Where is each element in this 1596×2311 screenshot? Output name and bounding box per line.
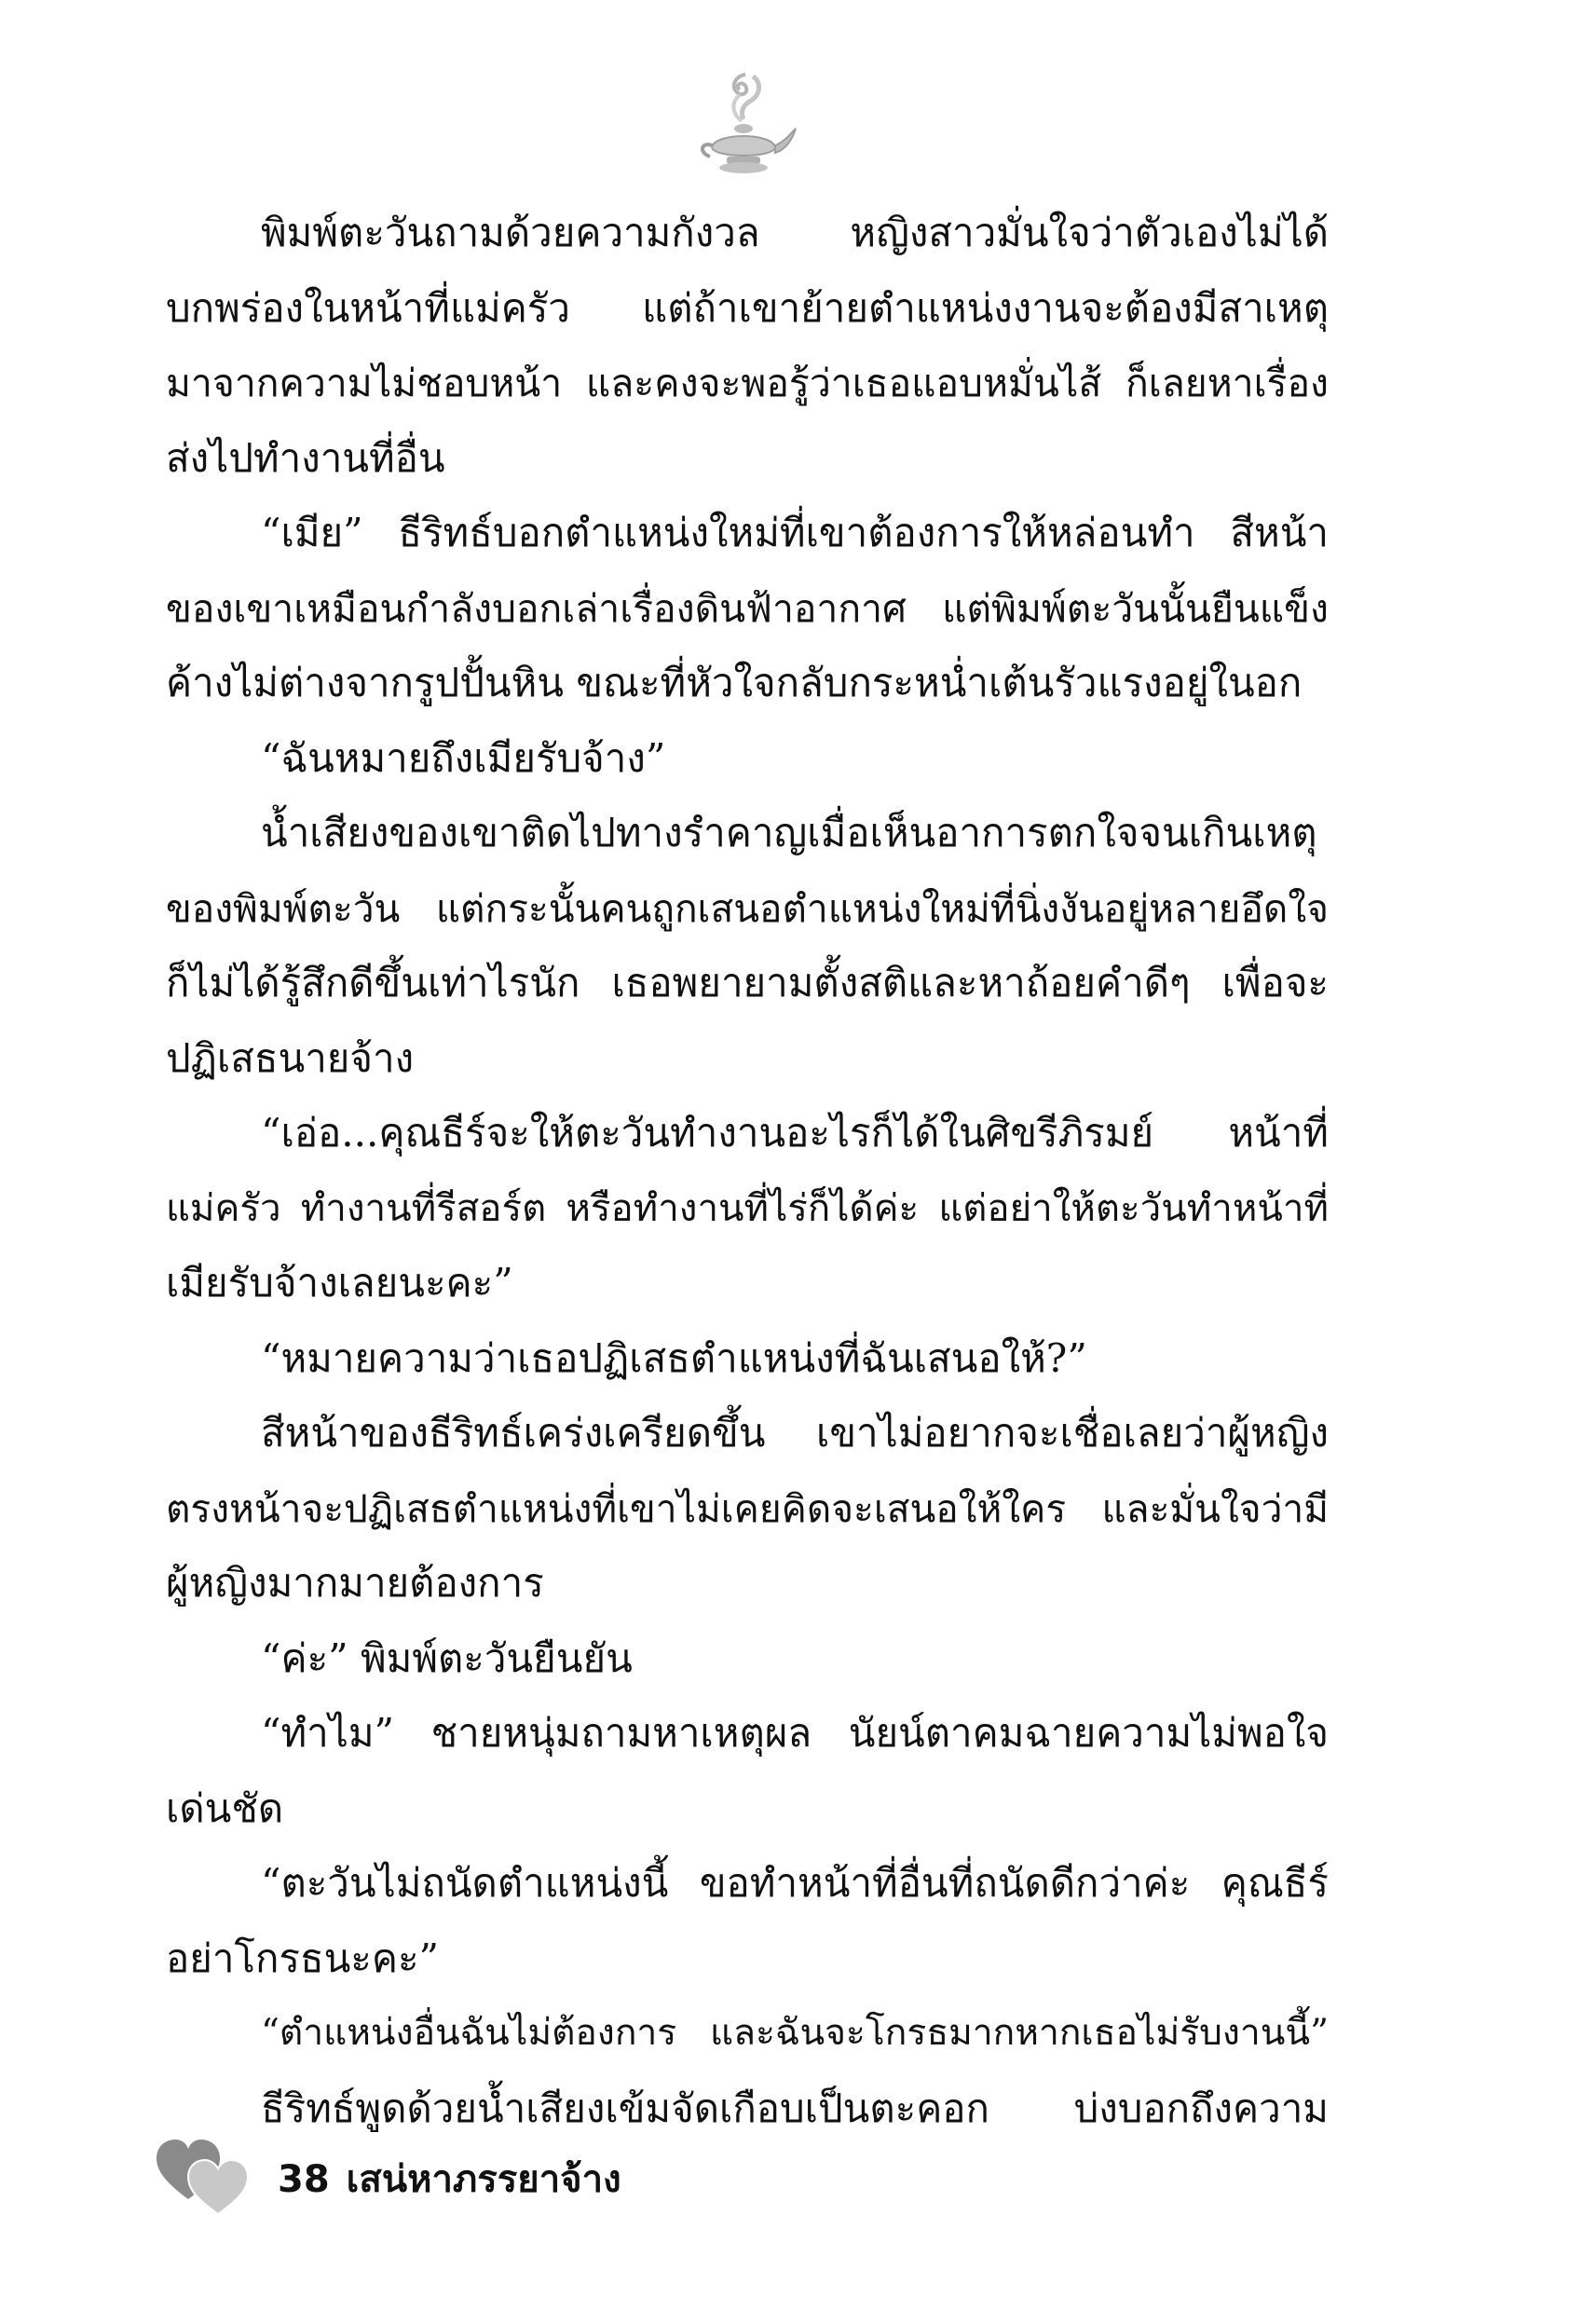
text-line: “เอ่อ...คุณธีร์จะให้ตะวันทำงานอะไรก็ได้ในศิขรีภิรมย์ หน้าที่: [261, 1110, 1329, 1156]
text-line: ค้างไม่ต่างจากรูปปั้นหิน ขณะที่หัวใจกลับกระหน่ำเต้นรัวแรงอยู่ในอก: [166, 660, 1303, 705]
text-line: เด่นชัด: [166, 1785, 284, 1831]
text-line: ของพิมพ์ตะวัน แต่กระนั้นคนถูกเสนอตำแหน่งใหม่ที่นิ่งงันอยู่หลายอึดใจ: [166, 885, 1329, 931]
text-line: ของเขาเหมือนกำลังบอกเล่าเรื่องดินฟ้าอากาศ แต่พิมพ์ตะวันนั้นยืนแข็ง: [166, 585, 1329, 631]
text-line: เมียรับจ้างเลยนะคะ”: [166, 1260, 513, 1306]
page-number: 38: [278, 2158, 330, 2201]
text-line: ผู้หญิงมากมายต้องการ: [166, 1560, 544, 1606]
text-line: “ทำไม” ชายหนุ่มถามหาเหตุผล นัยน์ตาคมฉายความไม่พอใจ: [261, 1710, 1329, 1756]
text-line: น้ำเสียงของเขาติดไปทางรำคาญเมื่อเห็นอาการตกใจจนเกินเหตุ: [261, 810, 1317, 855]
text-line: “ตำแหน่งอื่นฉันไม่ต้องการ และฉันจะโกรธมากหากเธอไม่รับงานนี้”: [261, 2012, 1329, 2054]
footer-label: [278, 2156, 638, 2203]
text-line: “ฉันหมายถึงเมียรับจ้าง”: [261, 734, 666, 781]
text-line: ก็ไม่ได้รู้สึกดีขึ้นเท่าไรนัก เธอพยายามตั้งสติและหาถ้อยคำดีๆ เพื่อจะ: [166, 960, 1329, 1005]
text-line: สีหน้าของธีริทธ์เคร่งเครียดขึ้น เขาไม่อยากจะเชื่อเลยว่าผู้หญิง: [261, 1410, 1329, 1456]
text-line: “ตะวันไม่ถนัดตำแหน่งนี้ ขอทำหน้าที่อื่นที่ถนัดดีกว่าค่ะ คุณธีร์: [261, 1860, 1329, 1906]
hearts-icon: [157, 2134, 259, 2218]
text-line: บกพร่องในหน้าที่แม่ครัว แต่ถ้าเขาย้ายตำแหน่งงานจะต้องมีสาเหตุ: [166, 284, 1329, 331]
text-line: “เมีย” ธีริทธ์บอกตำแหน่งใหม่ที่เขาต้องการให้หล่อนทำ สีหน้า: [261, 510, 1329, 555]
text-line: อย่าโกรธนะคะ”: [166, 1935, 439, 1981]
text-line: ส่งไปทำงานที่อื่น: [166, 434, 445, 481]
text-line: มาจากความไม่ชอบหน้า และคงจะพอรู้ว่าเธอแอบหมั่นไส้ ก็เลยหาเรื่อง: [166, 361, 1329, 405]
text-line: ธีริทธ์พูดด้วยน้ำเสียงเข้มจัดเกือบเป็นตะคอก บ่งบอกถึงความ: [261, 2085, 1329, 2131]
genie-lamp-icon: [688, 67, 799, 179]
story-text: [166, 196, 1329, 2146]
text-line: ตรงหน้าจะปฏิเสธตำแหน่งที่เขาไม่เคยคิดจะเสนอให้ใคร และมั่นใจว่ามี: [166, 1485, 1329, 1531]
text-line: “ค่ะ” พิมพ์ตะวันยืนยัน: [261, 1634, 633, 1681]
text-line: ปฏิเสธนายจ้าง: [166, 1034, 415, 1081]
book-title: เสน่หาภรรยาจ้าง: [346, 2158, 621, 2201]
text-line: “หมายความว่าเธอปฏิเสธตำแหน่งที่ฉันเสนอให้?”: [261, 1334, 1087, 1381]
page-footer: [157, 2134, 809, 2218]
text-line: แม่ครัว ทำงานที่รีสอร์ต หรือทำงานที่ไร่ก็ได้ค่ะ แต่อย่าให้ตะวันทำหน้าที่: [166, 1186, 1329, 1230]
text-line: พิมพ์ตะวันถามด้วยความกังวล หญิงสาวมั่นใจว่าตัวเองไม่ได้: [261, 210, 1329, 255]
